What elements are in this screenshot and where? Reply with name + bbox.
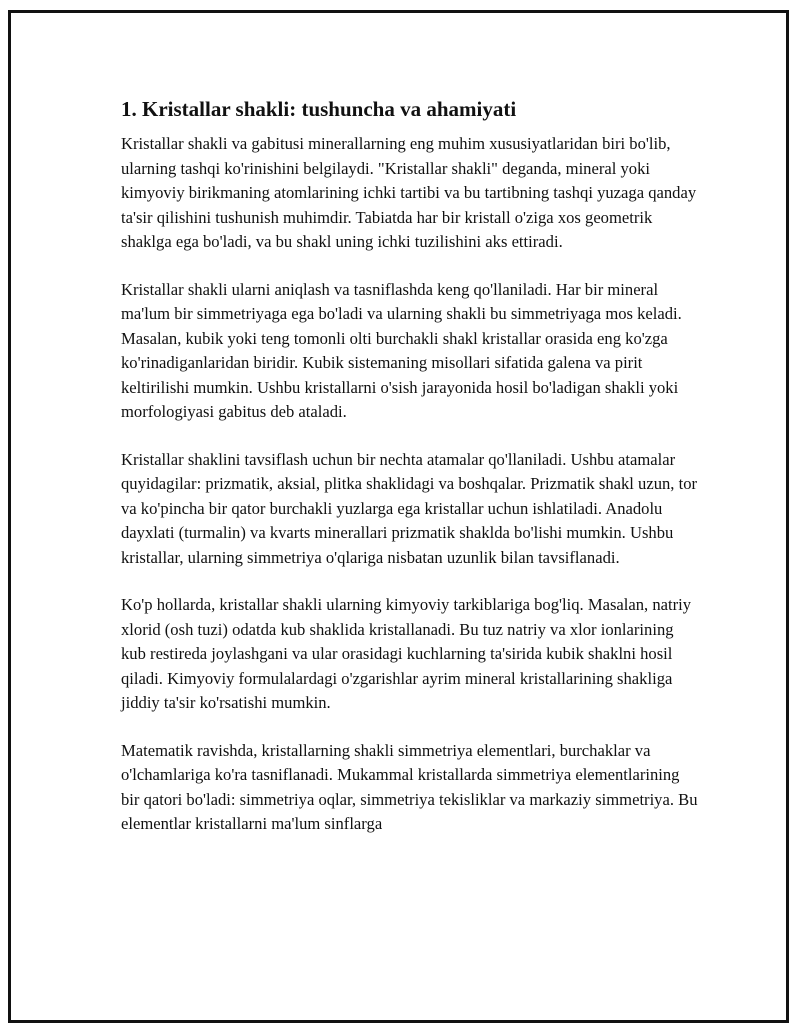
- paragraph: Kristallar shaklini tavsiflash uchun bir nechta atamalar qo'llaniladi. Ushbu atamalar quyidagilar: prizmatik, aksial, plitka shaklidagi va boshqalar. Prizmatik shakl uzun, tor va ko'pincha bir qator burchakli yuzlarga ega kristallar uchun ishlatiladi. Anadolu dayxlati (turmalin) va kvarts minerallari prizmatik shaklda bo'lishi mumkin. Ushbu kristallar, ularning simmetriya o'qlariga nisbatan uzunlik bilan tavsiflanadi.: [121, 449, 698, 567]
- paragraph: Matematik ravishda, kristallarning shakli simmetriya elementlari, burchaklar va o'lchamlariga ko'ra tasniflanadi. Mukammal kristallarda simmetriya elementlarining bir qatori bo'ladi: simmetriya oqlar, simmetriya tekisliklar va markaziy simmetriya. Bu elementlar kristallarni ma'lum sinflarga: [121, 740, 698, 834]
- paragraph: Kristallar shakli ularni aniqlash va tasniflashda keng qo'llaniladi. Har bir mineral ma'lum bir simmetriyaga ega bo'ladi va ularning shakli bu simmetriyaga mos keladi. Masalan, kubik yoki teng tomonli olti burchakli shakl kristallar orasida eng ko'zga ko'rinadiganlaridan biridir. Kubik sistemaning misollari sifatida galena va pirit keltirilishi mumkin. Ushbu kristallarni o'sish jarayonida hosil bo'ladigan shakli yoki morfologiyasi gabitus deb ataladi.: [121, 279, 682, 422]
- paragraph: Kristallar shakli va gabitusi minerallarning eng muhim xususiyatlaridan biri bo'lib, ularning tashqi ko'rinishini belgilaydi. "Kristallar shakli" deganda, mineral yoki kimyoviy birikmaning atomlarining ichki tartibi va bu tartibning tashqi yuzaga qanday ta'sir qilishini tushunish muhimdir. Tabiatda har bir kristall o'ziga xos geometrik shaklga ega bo'ladi, va bu shakl uning ichki tuzilishini aks ettiradi.: [121, 134, 697, 252]
- page-frame: [8, 10, 789, 1023]
- paragraph: Ko'p hollarda, kristallar shakli ularning kimyoviy tarkiblariga bog'liq. Masalan, natriy xlorid (osh tuzi) odatda kub shaklida kristallanadi. Bu tuz natriy va xlor ionlarining kub restireda joylashgani va ular orasidagi kuchlarning ta'sirida kubik shaklni hosil qiladi. Kimyoviy formulalardagi o'zgarishlar ayrim mineral kristallarining shakliga jiddiy ta'sir ko'rsatishi mumkin.: [121, 595, 692, 713]
- document-body: [121, 97, 701, 860]
- section-heading: 1. Kristallar shakli: tushuncha va ahamiyati: [121, 97, 517, 121]
